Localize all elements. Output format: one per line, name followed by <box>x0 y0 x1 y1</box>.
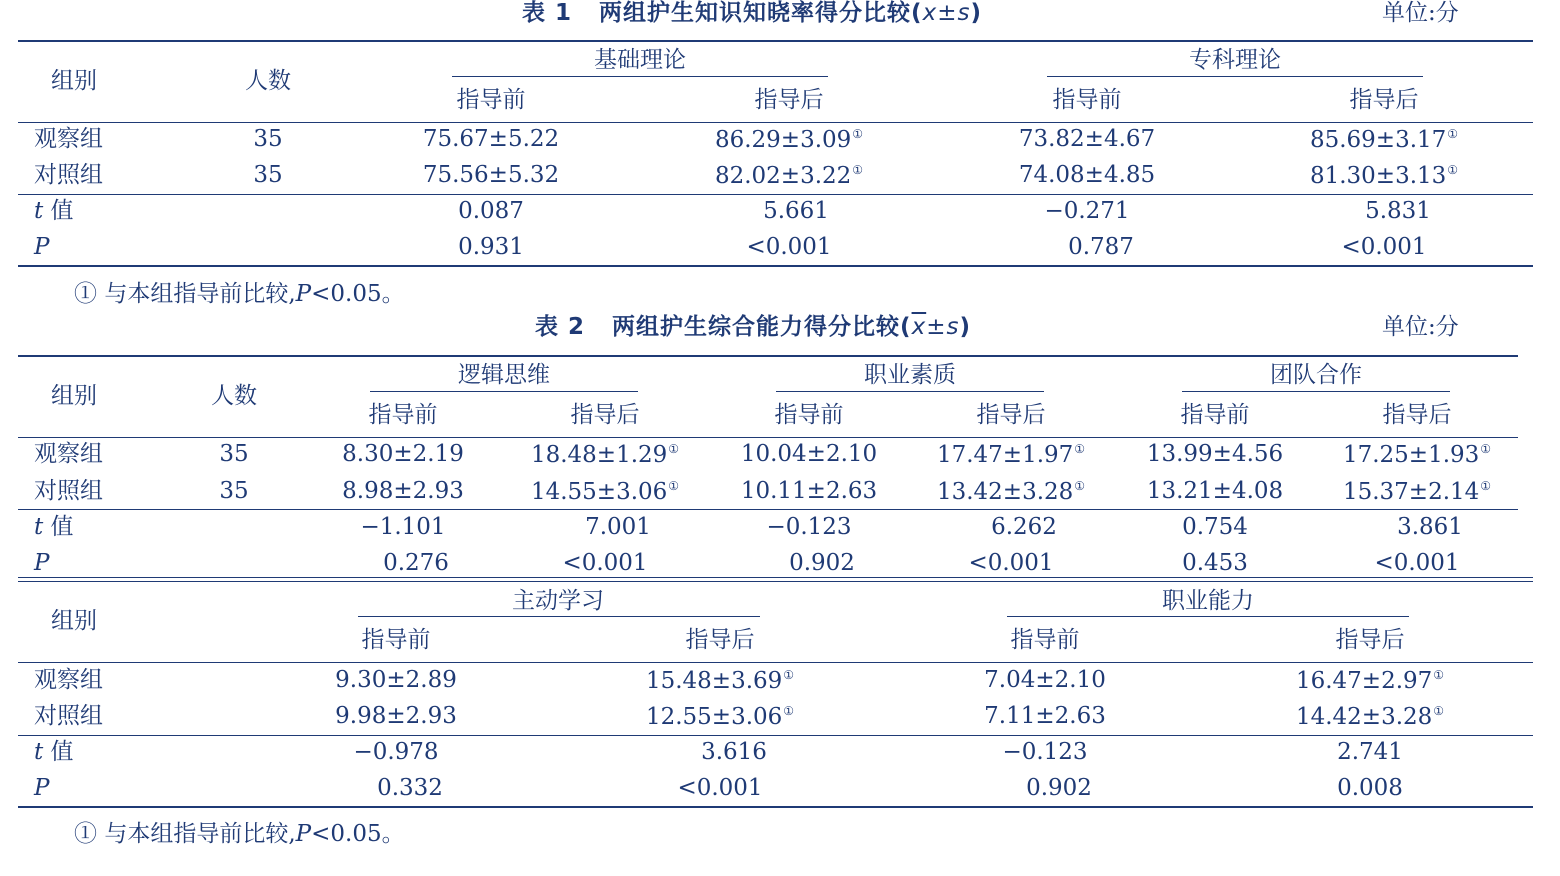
table2-t-value: 3.861 <box>1397 514 1463 540</box>
table1-title-main: 两组护生知识知晓率得分比较( <box>599 0 923 26</box>
table1-cell-value: 86.29±3.09 <box>714 127 852 153</box>
table2-t-value: 2.741 <box>1337 739 1403 765</box>
table2-row-label: 观察组 <box>34 441 103 467</box>
table2-cell <box>1343 443 1491 467</box>
table2-col-count: 人数 <box>211 383 257 409</box>
table1-cell: 75.67±5.22 <box>422 126 560 152</box>
table2-double-rule-b <box>18 581 1533 582</box>
table1-title-prefix: 表 1 <box>522 0 573 26</box>
table2-cell <box>646 705 794 729</box>
table2-cell-value: 18.48±1.29 <box>530 442 668 468</box>
table2-group-rule <box>776 391 1044 392</box>
table1-t-value: 5.661 <box>763 198 829 224</box>
table1-header-rule <box>18 122 1533 123</box>
table2-p-value: 0.902 <box>1026 775 1092 801</box>
table2-title <box>535 316 971 339</box>
footnote-tail: <0.05。 <box>311 821 405 847</box>
table2-title-pm: ± <box>926 314 947 340</box>
table2-cell-value: 16.47±2.97 <box>1295 668 1433 694</box>
table1-footnote <box>74 283 405 306</box>
table2-header-after: 指导后 <box>570 402 640 428</box>
table1-header-after-a: 指导后 <box>754 87 824 113</box>
table2-p-value: <0.001 <box>562 550 648 576</box>
table2-t-label <box>34 741 74 764</box>
table2-header-before: 指导前 <box>1180 402 1250 428</box>
table2-p-value: 0.332 <box>377 775 443 801</box>
table1-group-a-rule <box>452 76 828 77</box>
table2-header-rule-bottom <box>18 662 1533 663</box>
table2-header-after: 指导后 <box>976 402 1046 428</box>
table2-cell: 13.21±4.08 <box>1146 478 1284 504</box>
table1-header-before-b: 指导前 <box>1052 87 1122 113</box>
table2-t-value: −0.978 <box>353 739 439 765</box>
table2-cell <box>531 480 679 504</box>
table1-cell: 35 <box>253 162 283 188</box>
table1-p-value: 0.787 <box>1068 234 1134 260</box>
table1-title-mean: $\overline{x}$ <box>922 0 938 26</box>
table1-cell: 75.56±5.32 <box>422 162 560 188</box>
table2-header-before: 指导前 <box>361 627 431 653</box>
t-symbol: t <box>34 198 44 224</box>
table2-col-group-bottom: 组别 <box>51 608 97 634</box>
table2-group-team: 团队合作 <box>1270 362 1362 388</box>
table2-cell-value: 13.42±3.28 <box>936 479 1074 505</box>
footnote-marker: ① <box>1480 442 1492 456</box>
table2-t-value: 0.754 <box>1182 514 1248 540</box>
table2-p-value: 0.453 <box>1182 550 1248 576</box>
table2-header-after: 指导后 <box>1335 627 1405 653</box>
t-symbol: t <box>34 514 44 540</box>
table1-row-label: 观察组 <box>34 126 103 152</box>
table1-title-sd: s <box>957 0 971 26</box>
table2-header-before: 指导前 <box>774 402 844 428</box>
table1-stats-rule <box>18 194 1533 195</box>
footnote-p: P <box>295 821 312 847</box>
t-symbol: t <box>34 739 44 765</box>
table2-t-value: −0.123 <box>1002 739 1088 765</box>
table2-stats-rule-bottom <box>18 735 1533 736</box>
t-label-text: 值 <box>43 739 74 765</box>
table1-cell-value: 82.02±3.22 <box>714 163 852 189</box>
table1-t-value: 5.831 <box>1365 198 1431 224</box>
table1-title <box>522 2 982 25</box>
footnote-marker: ① <box>852 163 864 177</box>
footnote-marker: ① <box>783 704 795 718</box>
table2-p-value: <0.001 <box>968 550 1054 576</box>
table1-p-value: <0.001 <box>1341 234 1427 260</box>
table2-group-logic: 逻辑思维 <box>458 362 550 388</box>
table2-t-value: −1.101 <box>360 514 446 540</box>
footnote-marker: ① <box>783 668 795 682</box>
table2-row-label: 对照组 <box>34 703 103 729</box>
table2-title-prefix: 表 2 <box>535 314 586 340</box>
table1-col-group: 组别 <box>51 68 97 94</box>
table2-title-mean: $\overline{x}$ <box>911 314 927 340</box>
table1-p-value: 0.931 <box>458 234 524 260</box>
table2-title-sd: s <box>946 314 960 340</box>
table2-header-after: 指导后 <box>685 627 755 653</box>
table2-cell-value: 15.48±3.69 <box>645 668 783 694</box>
footnote-marker: ① <box>1433 668 1445 682</box>
table2-cell: 9.30±2.89 <box>335 667 457 693</box>
table1-cell: 73.82±4.67 <box>1018 126 1156 152</box>
table2-p-value: 0.008 <box>1337 775 1403 801</box>
table1-group-a: 基础理论 <box>594 47 686 73</box>
table2-group-rule <box>370 391 638 392</box>
table1-top-rule <box>18 40 1533 42</box>
table2-group-rule <box>358 616 760 617</box>
table2-p-label: P <box>34 775 50 801</box>
t-label-text: 值 <box>43 514 74 540</box>
table2-cell <box>937 443 1085 467</box>
table2-cell <box>1343 480 1491 504</box>
table2-cell: 13.99±4.56 <box>1146 441 1284 467</box>
table2-title-close: ) <box>959 314 971 340</box>
table1-title-pm: ± <box>937 0 958 26</box>
footnote-marker: ① <box>1074 479 1086 493</box>
table1-t-value: 0.087 <box>458 198 524 224</box>
footnote-text: 与本组指导前比较, <box>104 281 296 307</box>
table2-cell: 7.11±2.63 <box>984 703 1106 729</box>
table2-cell: 8.30±2.19 <box>342 441 464 467</box>
table2-cell-value: 17.47±1.97 <box>936 442 1074 468</box>
footnote-marker: ① <box>1447 127 1459 141</box>
table2-group-rule <box>1007 616 1409 617</box>
table2-row-label: 观察组 <box>34 667 103 693</box>
table2-stats-rule <box>18 509 1518 510</box>
table1-header-after-b: 指导后 <box>1349 87 1419 113</box>
table2-t-label <box>34 516 74 539</box>
table2-cell-value: 12.55±3.06 <box>645 704 783 730</box>
table2-cell <box>1296 705 1444 729</box>
table1-t-label <box>34 200 74 223</box>
table2-t-value: −0.123 <box>766 514 852 540</box>
table2-cell <box>531 443 679 467</box>
footnote-marker: ① <box>1433 704 1445 718</box>
table2-cell: 35 <box>219 478 249 504</box>
table2-header-before: 指导前 <box>368 402 438 428</box>
table1-title-close: ) <box>970 0 982 26</box>
footnote-marker: ① <box>74 281 97 307</box>
footnote-marker: ① <box>1480 479 1492 493</box>
table1-cell-value: 81.30±3.13 <box>1309 163 1447 189</box>
table2-title-main: 两组护生综合能力得分比较( <box>612 314 912 340</box>
table2-p-value: 0.902 <box>789 550 855 576</box>
table2-group-professional-ability: 职业能力 <box>1162 588 1254 614</box>
table2-header-rule <box>18 437 1518 438</box>
footnote-p: P <box>295 281 312 307</box>
table2-header-before: 指导前 <box>1010 627 1080 653</box>
footnote-tail: <0.05。 <box>311 281 405 307</box>
footnote-marker: ① <box>852 127 864 141</box>
table2-cell-value: 15.37±2.14 <box>1342 479 1480 505</box>
table1-col-count: 人数 <box>245 68 291 94</box>
footnote-marker: ① <box>74 821 97 847</box>
table2-top-rule <box>18 355 1518 357</box>
table1-row-label: 对照组 <box>34 162 103 188</box>
table1-cell-value: 85.69±3.17 <box>1309 127 1447 153</box>
table2-p-value: 0.276 <box>383 550 449 576</box>
table2-header-after: 指导后 <box>1382 402 1452 428</box>
footnote-marker: ① <box>668 479 680 493</box>
table1-cell: 74.08±4.85 <box>1018 162 1156 188</box>
table2-p-value: <0.001 <box>677 775 763 801</box>
table2-unit: 单位:分 <box>1382 314 1459 340</box>
table1-bottom-rule <box>18 265 1533 267</box>
table1-cell <box>715 164 863 188</box>
footnote-marker: ① <box>668 442 680 456</box>
table2-footnote <box>74 823 405 846</box>
table2-t-value: 7.001 <box>585 514 651 540</box>
table1-cell <box>1310 164 1458 188</box>
table1-p-label: P <box>34 234 50 260</box>
t-label-text: 值 <box>43 198 74 224</box>
table2-col-group: 组别 <box>51 383 97 409</box>
table2-row-label: 对照组 <box>34 478 103 504</box>
footnote-text: 与本组指导前比较, <box>104 821 296 847</box>
table2-cell <box>937 480 1085 504</box>
table1-cell <box>715 128 863 152</box>
table2-cell: 8.98±2.93 <box>342 478 464 504</box>
table2-group-profession: 职业素质 <box>864 362 956 388</box>
table2-p-label: P <box>34 550 50 576</box>
table2-bottom-rule <box>18 806 1533 808</box>
table2-p-value: <0.001 <box>1374 550 1460 576</box>
table1-unit: 单位:分 <box>1382 0 1459 26</box>
table1-p-value: <0.001 <box>746 234 832 260</box>
table2-cell: 7.04±2.10 <box>984 667 1106 693</box>
table1-t-value: −0.271 <box>1044 198 1130 224</box>
footnote-marker: ① <box>1447 163 1459 177</box>
table2-cell: 9.98±2.93 <box>335 703 457 729</box>
table2-cell-value: 17.25±1.93 <box>1342 442 1480 468</box>
table2-group-rule <box>1182 391 1450 392</box>
table1-group-b: 专科理论 <box>1189 47 1281 73</box>
table2-cell <box>1296 669 1444 693</box>
table2-double-rule-a <box>18 577 1533 578</box>
table2-group-active-learning: 主动学习 <box>512 588 604 614</box>
table1-header-before-a: 指导前 <box>456 87 526 113</box>
table2-cell-value: 14.55±3.06 <box>530 479 668 505</box>
table2-t-value: 6.262 <box>991 514 1057 540</box>
footnote-marker: ① <box>1074 442 1086 456</box>
table2-cell: 35 <box>219 441 249 467</box>
table2-cell <box>646 669 794 693</box>
table2-cell: 10.11±2.63 <box>740 478 878 504</box>
table1-group-b-rule <box>1047 76 1423 77</box>
table2-cell-value: 14.42±3.28 <box>1295 704 1433 730</box>
table2-cell: 10.04±2.10 <box>740 441 878 467</box>
table1-cell <box>1310 128 1458 152</box>
table1-cell: 35 <box>253 126 283 152</box>
table2-t-value: 3.616 <box>701 739 767 765</box>
